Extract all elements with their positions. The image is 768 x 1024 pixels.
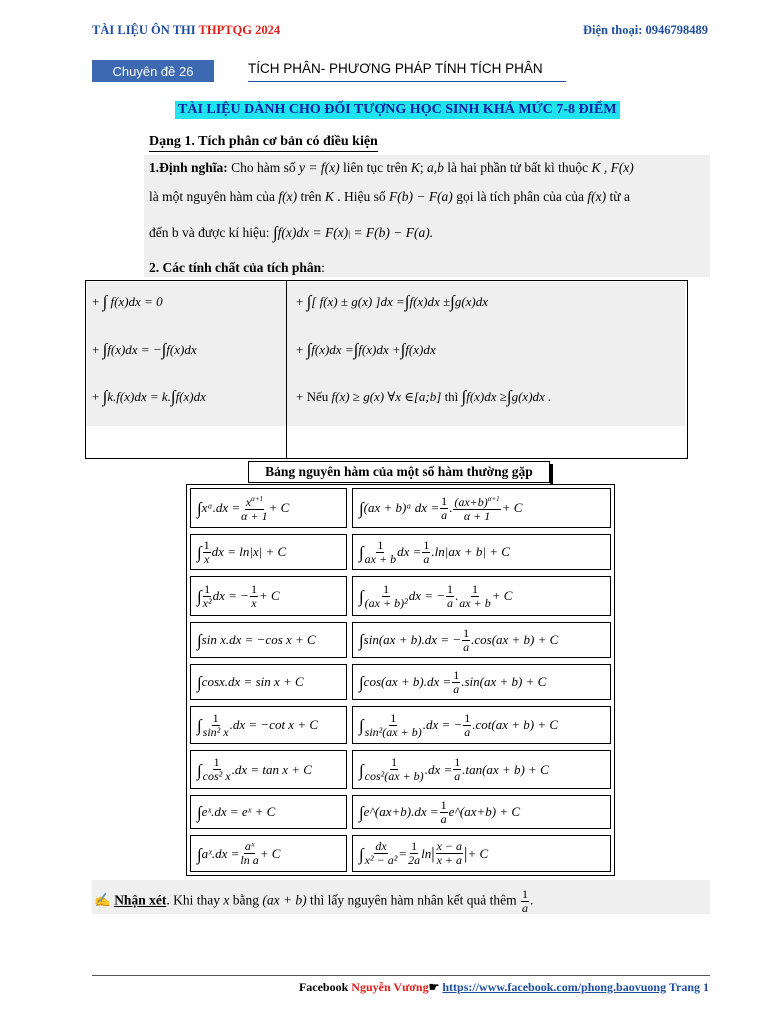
- page-number: Trang 1: [666, 980, 709, 994]
- property-right-1: + ∫[ f(x) ± g(x) ]dx =∫f(x)dx ±∫g(x)dx: [296, 292, 489, 311]
- properties-title: 2. Các tính chất của tích phân:: [149, 260, 325, 275]
- author-name: Nguyễn Vương: [351, 980, 429, 994]
- property-right-2: + ∫f(x)dx =∫f(x)dx +∫f(x)dx: [296, 340, 436, 359]
- header-title: TÀI LIỆU ÔN THI THPTQG 2024: [92, 23, 281, 37]
- property-left-1: + ∫ f(x)dx = 0: [92, 292, 163, 311]
- facebook-link[interactable]: https://www.facebook.com/phong.baovuong: [442, 980, 667, 994]
- definition-line-1: 1.Định nghĩa: Cho hàm số y = f(x) liên tục trên K; a,b là hai phần tử bất kì thuộc K , F(x): [149, 160, 634, 175]
- footer: Facebook Nguyễn Vương☛ https://www.facebook.com/phong.baovuong Trang 1: [298, 980, 709, 994]
- topic-underline: [248, 81, 566, 82]
- footer-line: [92, 975, 710, 976]
- header-phone: Điện thoại: 0946798489: [583, 23, 708, 37]
- table-row: ∫ $\frac{1}{x}$ dx = ln|x| + C ∫ $\frac{1}{ax + b}$ dx = $\frac{1}{a}$ .ln|ax + b| + C: [187, 531, 614, 573]
- table-caption: Bảng nguyên hàm của một số hàm thường gặp: [248, 461, 550, 483]
- pencil-icon: ✍: [94, 892, 111, 908]
- properties-divider: [286, 281, 287, 458]
- table-row: ∫ cosx.dx = sin x + C ∫ cos(ax + b).dx = $\frac{1}{a}$ .sin(ax + b) + C: [187, 661, 614, 703]
- table-row: ∫ $\frac{1}{\text{cos² x}}$ .dx = tan x + C ∫ $\frac{1}{\text{cos²(ax + b)}}$ .dx = $\frac{1}{a}$ .tan(ax + b) + C: [187, 747, 614, 792]
- table-row: ∫ eˣ.dx = eˣ + C ∫ e^(ax+b).dx = $\frac{1}{a}$ e^(ax+b) + C: [187, 792, 614, 832]
- antiderivative-table: [186, 484, 615, 876]
- property-right-3: + Nếu f(x) ≥ g(x) ∀x ∈[a;b] thì ∫f(x)dx ≥∫g(x)dx .: [296, 387, 552, 406]
- hand-point-icon: ☛: [428, 980, 440, 994]
- property-left-3: + ∫k.f(x)dx = k.∫f(x)dx: [92, 387, 206, 406]
- note-line: ✍ Nhận xét. Khi thay x bằng (ax + b) thì lấy nguyên hàm nhân kết quả thêm $\frac{1}{a}$ .: [94, 887, 534, 915]
- definition-line-2: là một nguyên hàm của f(x) trên K . Hiệu số F(b) − F(a) gọi là tích phân của của f(x) từ a: [149, 189, 630, 204]
- properties-table: [85, 280, 688, 459]
- table-row: ∫ aˣ.dx = $\frac{\text{aˣ}}{\text{ln a}}$ + C ∫ $\frac{dx}{\text{x² − a²}}$ = $\frac{1}{2a}$ ln | $\frac{x - a}{x + a}$ | + C: [187, 832, 614, 875]
- table-row: ∫ sin x.dx = −cos x + C ∫ sin(ax + b).dx = − $\frac{1}{a}$ .cos(ax + b) + C: [187, 619, 614, 661]
- level-banner: TÀI LIỆU DÀNH CHO ĐỐI TƯỢNG HỌC SINH KHÁ MỨC 7-8 ĐIỂM: [175, 101, 620, 119]
- section-heading: Dạng 1. Tích phân cơ bản có điều kiện: [149, 133, 378, 152]
- topic-title: TÍCH PHÂN- PHƯƠNG PHÁP TÍNH TÍCH PHÂN: [248, 61, 543, 76]
- table-row: ∫ $\frac{1}{\text{x²}}$ dx = − $\frac{1}{x}$ + C ∫ $\frac{1}{\text{(ax + b)²}}$ dx = − $\frac{1}{a}$ . $\frac{1}{ax + b}$ + C: [187, 573, 614, 619]
- property-left-2: + ∫f(x)dx = −∫f(x)dx: [92, 340, 197, 359]
- definition-line-3: đến b và được kí hiệu: ∫f(x)dx = F(x)| = F(b) − F(a).: [149, 223, 434, 242]
- header-exam-year: THPTQG 2024: [198, 23, 281, 37]
- table-row: ∫ $\frac{1}{\text{sin² x}}$ .dx = −cot x + C ∫ $\frac{1}{\text{sin²(ax + b)}}$ .dx = − $\frac{1}{a}$ .cot(ax + b) + C: [187, 703, 614, 747]
- table-row: ∫ xᵅ.dx = $\frac{x^{\alpha+1}}{\alpha + 1}$ + C ∫ (ax + b)ᵅ dx = $\frac{1}{a}$ . $\frac{(ax+b)^{\alpha+1}}{\alpha + 1}$ + C: [187, 485, 614, 531]
- topic-badge: Chuyên đề 26: [92, 60, 214, 82]
